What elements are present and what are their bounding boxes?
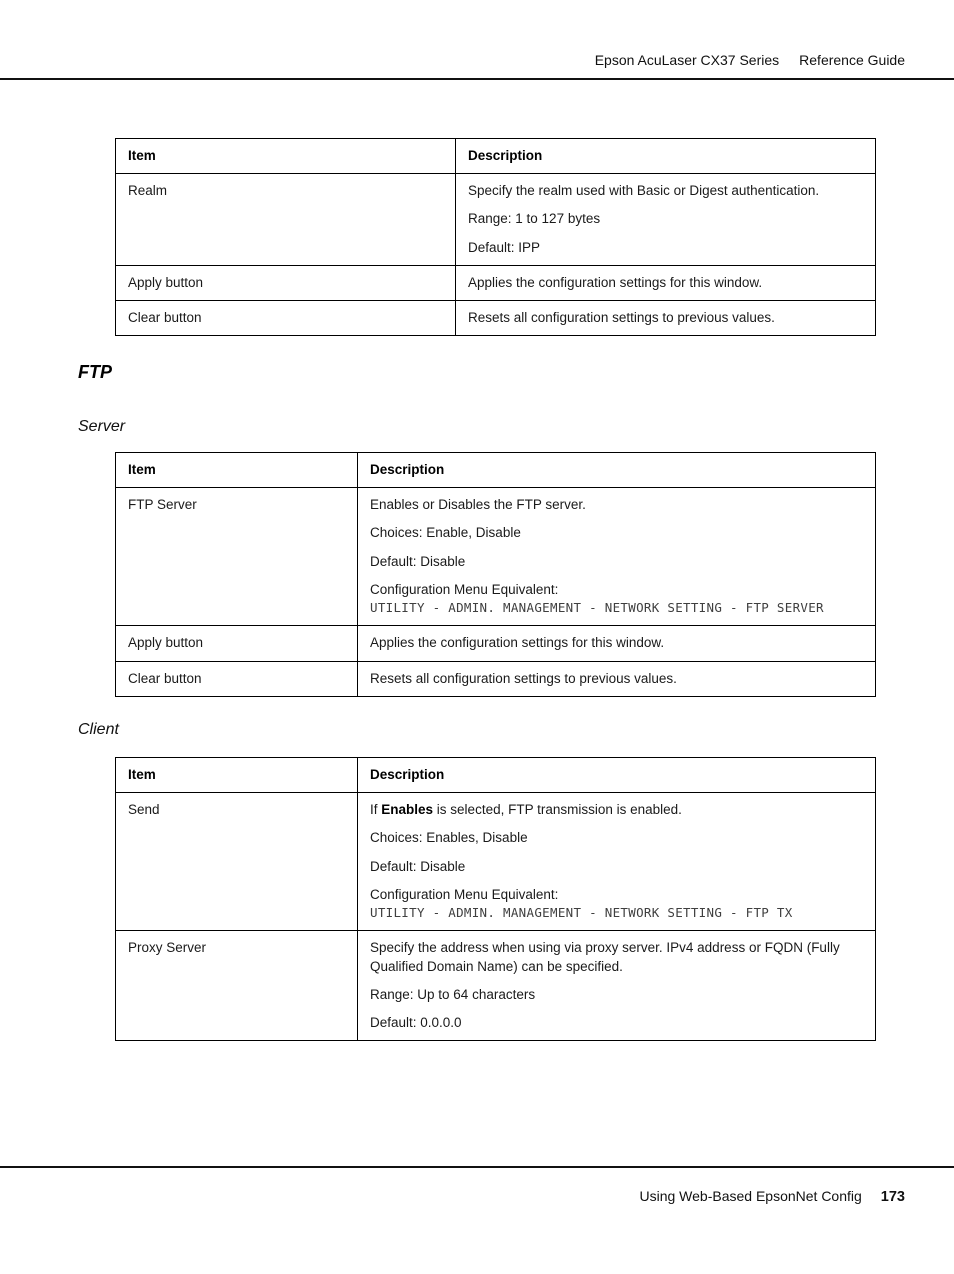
column-header-description: Description — [358, 758, 876, 793]
ftp-server-table — [115, 452, 876, 697]
column-header-item: Item — [116, 139, 456, 174]
item-cell: Realm — [116, 174, 456, 266]
item-cell: Apply button — [116, 265, 456, 300]
description-paragraph: Configuration Menu Equivalent: UTILITY - ADMIN. MANAGEMENT - NETWORK SETTING - FTP TX — [370, 886, 793, 921]
item-cell: FTP Server — [116, 488, 358, 626]
description-paragraph: Range: Up to 64 characters — [370, 986, 536, 1002]
realm-settings-table-container — [115, 138, 876, 336]
table-header-row — [116, 758, 876, 793]
footer-text: Using Web-Based EpsonNet Config — [639, 1188, 862, 1204]
ftp-server-table-container — [115, 452, 876, 697]
page-header — [595, 52, 905, 68]
item-cell: Clear button — [116, 661, 358, 696]
description-paragraph: Default: 0.0.0.0 — [370, 1014, 462, 1030]
header-subtitle: Reference Guide — [799, 52, 905, 68]
page-number: 173 — [880, 1189, 905, 1205]
ftp-client-table — [115, 757, 876, 1041]
table-row — [116, 931, 876, 1041]
description-paragraph: Configuration Menu Equivalent: UTILITY - ADMIN. MANAGEMENT - NETWORK SETTING - FTP SERVER — [370, 581, 824, 616]
table-row — [116, 265, 876, 300]
item-cell: Clear button — [116, 301, 456, 336]
description-paragraph: Choices: Enable, Disable — [370, 525, 521, 541]
table-header-row — [116, 139, 876, 174]
description-paragraph: Enables or Disables the FTP server. — [370, 497, 586, 513]
description-paragraph: Default: Disable — [370, 858, 466, 874]
header-title: Epson AcuLaser CX37 Series — [594, 52, 780, 68]
description-paragraph: If Enables is selected, FTP transmission is enabled. — [370, 802, 682, 818]
description-paragraph: Choices: Enables, Disable — [370, 830, 528, 846]
footer-divider — [0, 1166, 954, 1168]
config-menu-path: UTILITY - ADMIN. MANAGEMENT - NETWORK SETTING - FTP TX — [370, 905, 793, 921]
description-cell — [358, 488, 876, 626]
item-cell: Send — [116, 793, 358, 931]
description-paragraph: Applies the configuration settings for this window. — [468, 274, 763, 290]
page-footer — [639, 1188, 905, 1205]
item-cell: Apply button — [116, 626, 358, 661]
realm-settings-table — [115, 138, 876, 336]
section-heading-ftp: FTP — [78, 362, 112, 382]
column-header-description: Description — [456, 139, 876, 174]
column-header-item: Item — [116, 758, 358, 793]
item-cell: Proxy Server — [116, 931, 358, 1041]
description-paragraph: Resets all configuration settings to previous values. — [468, 310, 775, 326]
description-paragraph: Specify the address when using via proxy server. IPv4 address or FQDN (Fully Qualified Domain Name) can be specified. — [370, 940, 840, 974]
description-cell — [358, 626, 876, 661]
description-paragraph: Range: 1 to 127 bytes — [468, 211, 601, 227]
table-row — [116, 626, 876, 661]
column-header-description: Description — [358, 453, 876, 488]
table-row — [116, 661, 876, 696]
description-cell — [358, 793, 876, 931]
description-cell — [456, 265, 876, 300]
description-paragraph: Resets all configuration settings to previous values. — [370, 670, 677, 686]
description-paragraph: Default: IPP — [468, 239, 541, 255]
description-paragraph: Specify the realm used with Basic or Digest authentication. — [468, 183, 820, 199]
table-row — [116, 793, 876, 931]
subsection-heading-server: Server — [78, 418, 126, 435]
ftp-client-table-container — [115, 757, 876, 1041]
description-cell — [456, 174, 876, 266]
description-cell — [456, 301, 876, 336]
table-header-row — [116, 453, 876, 488]
table-row — [116, 488, 876, 626]
column-header-item: Item — [116, 453, 358, 488]
table-row — [116, 174, 876, 266]
description-cell — [358, 931, 876, 1041]
table-row — [116, 301, 876, 336]
description-paragraph: Applies the configuration settings for this window. — [370, 635, 665, 651]
description-cell — [358, 661, 876, 696]
config-menu-path: UTILITY - ADMIN. MANAGEMENT - NETWORK SETTING - FTP SERVER — [370, 600, 824, 616]
header-divider — [0, 78, 954, 80]
description-paragraph: Default: Disable — [370, 553, 466, 569]
subsection-heading-client: Client — [78, 721, 119, 738]
